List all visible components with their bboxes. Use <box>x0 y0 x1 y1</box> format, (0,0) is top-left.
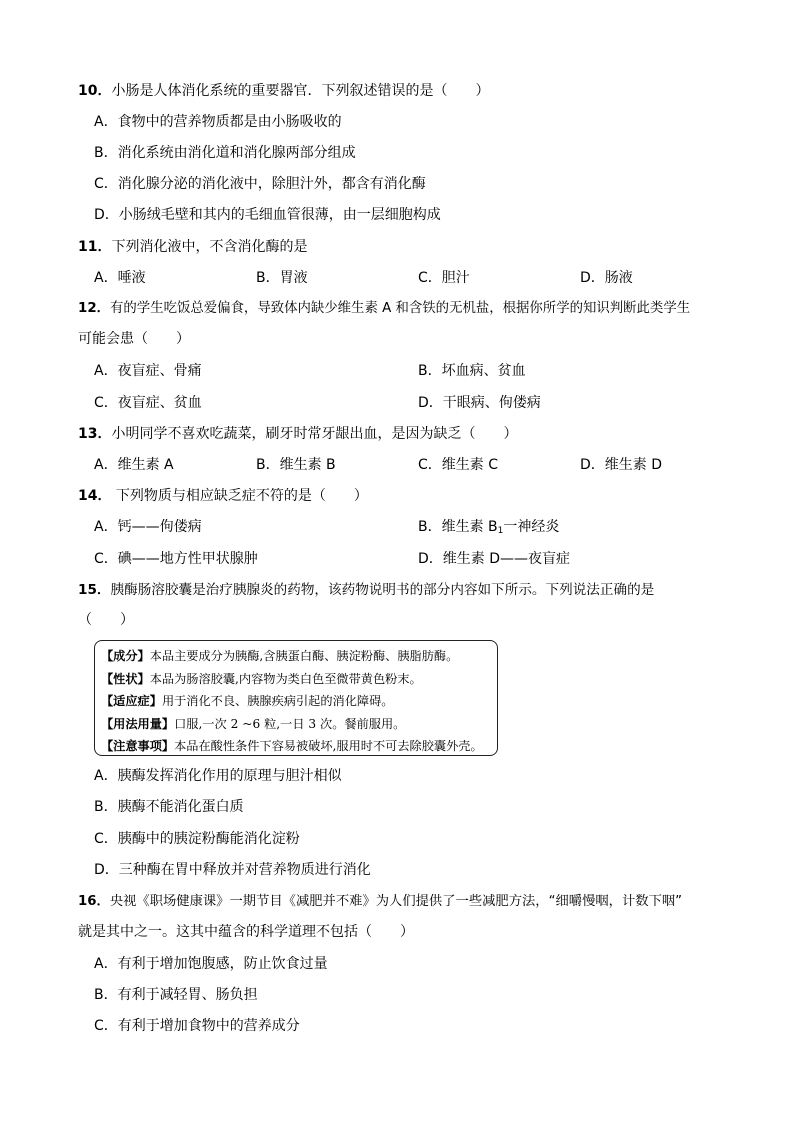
question-number-dot: ． <box>96 894 110 909</box>
instruction-key: 【用法用量】 <box>101 716 175 731</box>
option-text-suffix: 一神经炎 <box>503 519 560 535</box>
question-number: 15 <box>78 582 97 598</box>
question-text: 小明同学不喜欢吃蔬菜，刷牙时常牙龈出血，是因为缺乏（ ） <box>111 426 518 442</box>
subscript: 1 <box>497 526 504 536</box>
question-12-option-b: B．坏血病、贫血 <box>418 363 526 379</box>
question-12-option-c: C．夜盲症、贫血 <box>94 395 202 411</box>
question-14-option-c: C．碘——地方性甲状腺肿 <box>94 551 258 567</box>
question-13-option-d: D．维生素 D <box>580 457 663 473</box>
instruction-text: 本品为肠溶胶囊,内容物为类白色至微带黄色粉末。 <box>149 671 422 686</box>
question-15-stem-continued: （ ） <box>78 612 134 628</box>
question-16-stem <box>78 892 682 912</box>
question-13-option-b: B．维生素 B <box>256 457 336 473</box>
question-12-stem-continued: 可能会患（ ） <box>78 331 190 347</box>
question-10-option-a: A．食物中的营养物质都是由小肠吸收的 <box>94 114 342 130</box>
question-15-option-d: D．三种酶在胃中释放并对营养物质进行消化 <box>94 862 371 878</box>
question-16-option-b: B．有利于减轻胃、肠负担 <box>94 987 258 1003</box>
question-number: 16 <box>78 894 97 909</box>
instruction-row-precautions <box>101 735 491 758</box>
question-number-dot: ． <box>97 239 112 255</box>
question-text: 胰酶肠溶胶囊是治疗胰腺炎的药物，该药物说明书的部分内容如下所示。下列说法正确的是 <box>110 582 655 598</box>
question-16-option-c: C．有利于增加食物中的营养成分 <box>94 1018 300 1034</box>
instruction-text: 口服,一次 2 ~6 粒,一日 3 次。餐前服用。 <box>174 716 406 731</box>
instruction-key: 【成分】 <box>101 649 150 663</box>
question-13-stem <box>78 424 517 444</box>
question-11-option-d: D．肠液 <box>580 270 633 286</box>
instruction-row-properties <box>101 668 491 691</box>
question-number-dot: ． <box>97 426 112 442</box>
question-text: 下列物质与相应缺乏症不符的是（ ） <box>111 488 368 504</box>
question-text: 下列消化液中，不含消化酶的是 <box>111 239 308 255</box>
question-12-stem <box>78 299 690 319</box>
question-13-option-a: A．维生素 A <box>94 457 174 473</box>
instruction-text: 本品在酸性条件下容易被破坏,服用时不可去除胶囊外壳。 <box>174 739 483 753</box>
question-16-stem-continued: 就是其中之一。这其中蕴含的科学道理不包括（ ） <box>78 924 414 940</box>
instruction-key: 【注意事项】 <box>101 739 175 753</box>
question-13-option-c: C．维生素 C <box>418 457 499 473</box>
question-16-option-a: A．有利于增加饱腹感，防止饮食过量 <box>94 956 328 972</box>
question-number-dot: ． <box>97 488 112 504</box>
question-11-option-b: B．胃液 <box>256 270 308 286</box>
instruction-key: 【性状】 <box>101 671 150 686</box>
instruction-row-ingredients <box>101 645 491 668</box>
question-10-option-b: B．消化系统由消化道和消化腺两部分组成 <box>94 145 356 161</box>
question-15-option-a: A．胰酶发挥消化作用的原理与胆汁相似 <box>94 768 342 784</box>
option-text: B．维生素 B <box>418 519 498 535</box>
question-14-option-a: A．钙——佝偻病 <box>94 519 202 535</box>
question-11-option-c: C．胆汁 <box>418 270 470 286</box>
question-12-option-d: D．干眼病、佝偻病 <box>418 395 541 411</box>
instruction-row-dosage <box>101 713 491 736</box>
question-12-option-a: A．夜盲症、骨痛 <box>94 363 202 379</box>
question-text: 小肠是人体消化系统的重要器官．下列叙述错误的是（ ） <box>111 83 490 99</box>
question-number: 13 <box>78 426 98 442</box>
question-11-option-a: A．唾液 <box>94 270 146 286</box>
question-15-option-c: C．胰酶中的胰淀粉酶能消化淀粉 <box>94 831 300 847</box>
instruction-text: 本品主要成分为胰酶,含胰蛋白酶、胰淀粉酶、胰脂肪酶。 <box>149 649 459 663</box>
question-15-stem <box>78 580 654 600</box>
question-text: 央视《职场健康课》一期节目《减肥并不难》为人们提供了一些减肥方法，“细嚼慢咽，计数下咽” <box>109 894 683 909</box>
question-number-dot: ． <box>96 582 111 598</box>
question-text: 有的学生吃饭总爱偏食，导致体内缺少维生素 A 和含铁的无机盐，根据你所学的知识判断此类学生 <box>110 301 691 316</box>
question-14-option-d: D．维生素 D——夜盲症 <box>418 551 571 567</box>
question-10-option-d: D．小肠绒毛壁和其内的毛细血管很薄，由一层细胞构成 <box>94 207 441 223</box>
question-number: 11 <box>78 239 98 255</box>
medicine-instructions-box <box>94 640 498 756</box>
question-number: 12 <box>78 301 97 316</box>
question-14-stem <box>78 486 368 506</box>
question-10-option-c: C．消化腺分泌的消化液中，除胆汁外，都含有消化酶 <box>94 176 426 192</box>
question-number-dot: ． <box>97 83 112 99</box>
instruction-row-indications <box>101 690 491 713</box>
question-10-stem <box>78 81 489 101</box>
question-15-option-b: B．胰酶不能消化蛋白质 <box>94 799 244 815</box>
instruction-key: 【适应症】 <box>101 694 162 708</box>
question-number: 10 <box>78 83 98 99</box>
question-number-dot: ． <box>96 301 111 316</box>
instruction-text: 用于消化不良、胰腺疾病引起的消化障碍。 <box>161 694 394 708</box>
question-14-option-b <box>418 517 559 537</box>
question-11-stem <box>78 237 307 257</box>
question-number: 14 <box>78 488 98 504</box>
